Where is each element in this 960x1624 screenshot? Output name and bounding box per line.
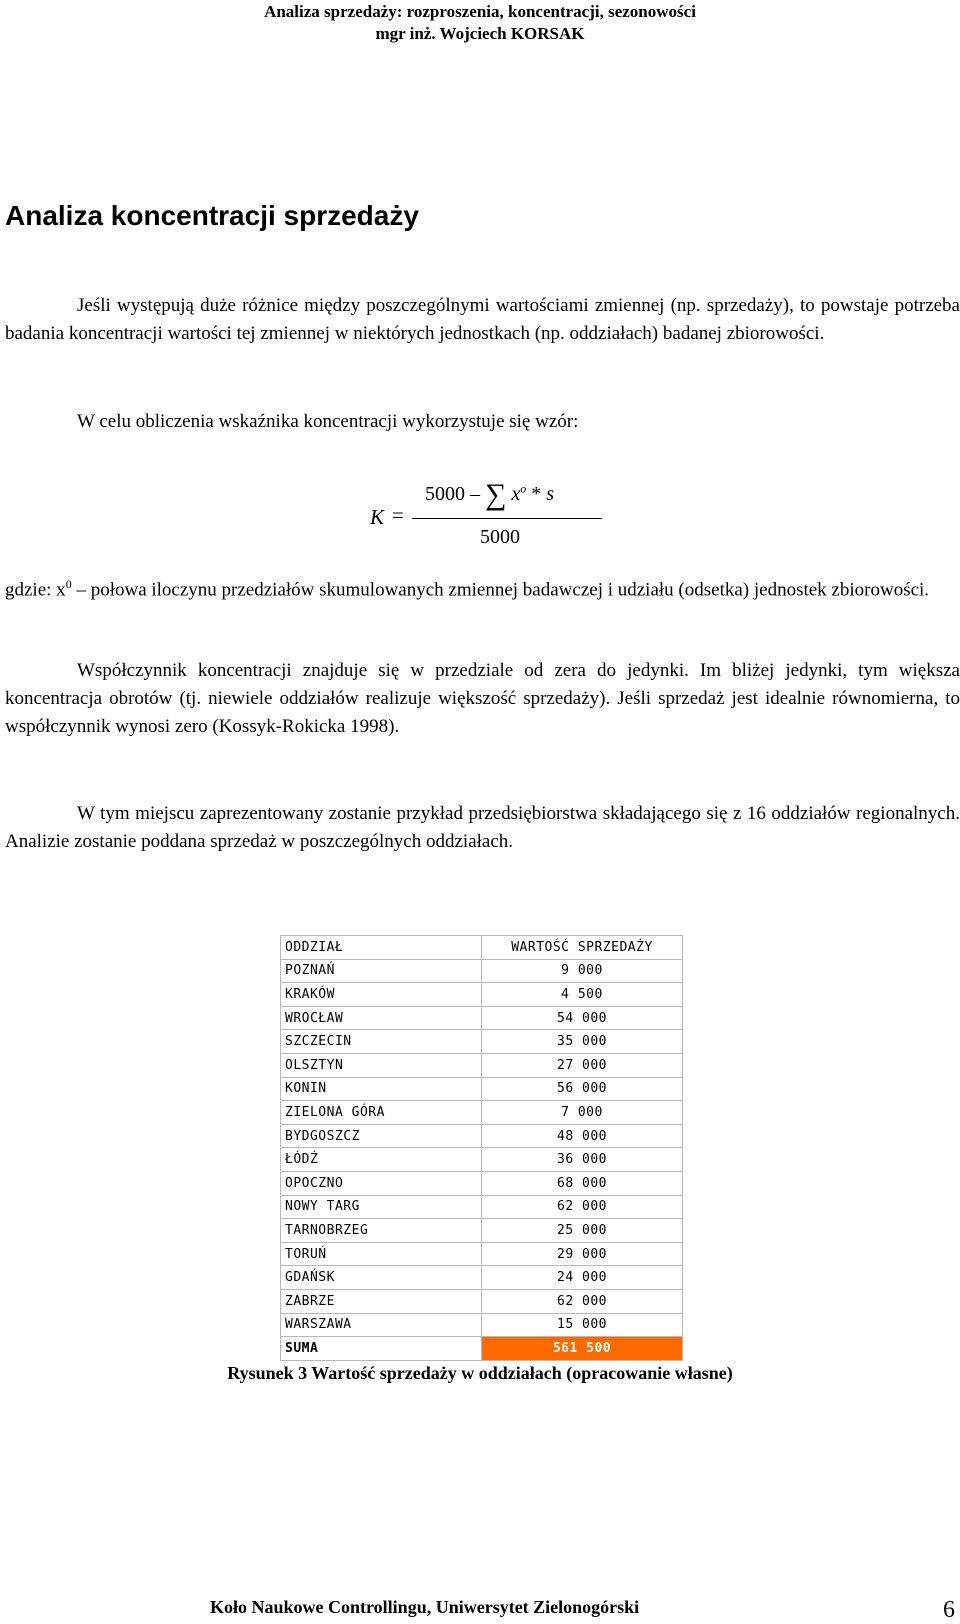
paragraph-where: [5, 570, 960, 604]
formula-equals: =: [392, 503, 404, 527]
sales-value: 35 000: [482, 1030, 683, 1054]
table-row: [281, 1289, 683, 1313]
branch-name: KRAKÓW: [281, 983, 482, 1007]
branch-name: TORUŃ: [281, 1242, 482, 1266]
where-prefix: gdzie: x: [5, 579, 66, 601]
page-number: 6: [943, 1597, 955, 1623]
formula-s: s: [546, 483, 555, 505]
sales-value: 29 000: [482, 1242, 683, 1266]
formula-num-constant: 5000: [425, 483, 465, 505]
sales-value: 48 000: [482, 1124, 683, 1148]
formula-times: *: [531, 483, 542, 505]
paragraph-coefficient-text: Współczynnik koncentracji znajduje się w przedziale od zera do jedynki. Im bliżej jedynki, tym większa koncentracja obrotów (tj. niewiele oddziałów realizuje większość sprzedaży). Jeśli sprzedaż jest idealnie równomierna, to współczynnik wynosi zero (Kossyk-Rokicka 1998).: [5, 660, 960, 737]
branch-name: GDAŃSK: [281, 1266, 482, 1290]
page-footer: Koło Naukowe Controllingu, Uniwersytet Zielonogórski: [210, 1597, 640, 1617]
fraction-bar: [412, 518, 602, 519]
sales-value: 36 000: [482, 1148, 683, 1172]
sales-value: 7 000: [482, 1101, 683, 1125]
sales-value: 54 000: [482, 1006, 683, 1030]
table-row: [281, 1030, 683, 1054]
column-header-sales-value: WARTOŚĆ SPRZEDAŻY: [482, 936, 683, 960]
section-title: Analiza koncentracji sprzedaży: [5, 200, 419, 231]
sales-value: 27 000: [482, 1053, 683, 1077]
branch-name: KONIN: [281, 1077, 482, 1101]
branch-name: WROCŁAW: [281, 1006, 482, 1030]
branch-name: BYDGOSZCZ: [281, 1124, 482, 1148]
sales-value: 68 000: [482, 1171, 683, 1195]
paragraph-intro: [5, 292, 960, 348]
formula-denominator: 5000: [480, 526, 520, 548]
sales-value: 9 000: [482, 959, 683, 983]
sum-label: SUMA: [281, 1337, 482, 1361]
formula-numerator: [425, 474, 555, 511]
concentration-formula: [370, 474, 610, 554]
table-row: [281, 959, 683, 983]
where-sup: 0: [65, 577, 72, 591]
table-row: [281, 1195, 683, 1219]
branch-name: WARSZAWA: [281, 1313, 482, 1337]
formula-minus: –: [470, 483, 480, 505]
branch-name: ZIELONA GÓRA: [281, 1101, 482, 1125]
table-header-row: [281, 936, 683, 960]
column-header-branch: ODDZIAŁ: [281, 936, 482, 960]
paragraph-coefficient: [5, 657, 960, 741]
paragraph-formula-lead-text: W celu obliczenia wskaźnika koncentracji wykorzystuje się wzór:: [77, 411, 579, 432]
branch-name: POZNAŃ: [281, 959, 482, 983]
table-sum-row: [281, 1337, 683, 1361]
table-row: [281, 1148, 683, 1172]
table-row: [281, 983, 683, 1007]
sales-value: 62 000: [482, 1289, 683, 1313]
sigma-icon: ∑: [485, 478, 507, 511]
sales-table: [280, 935, 683, 1361]
branch-name: OLSZTYN: [281, 1053, 482, 1077]
branch-name: ZABRZE: [281, 1289, 482, 1313]
branch-name: TARNOBRZEG: [281, 1219, 482, 1243]
table-row: [281, 1124, 683, 1148]
paragraph-example: [5, 800, 960, 856]
sales-value: 25 000: [482, 1219, 683, 1243]
table-row: [281, 1313, 683, 1337]
table-row: [281, 1266, 683, 1290]
sales-value: 4 500: [482, 983, 683, 1007]
table-row: [281, 1101, 683, 1125]
table-row: [281, 1171, 683, 1195]
sales-value: 62 000: [482, 1195, 683, 1219]
formula-x-sup: o: [520, 481, 527, 496]
sales-value: 56 000: [482, 1077, 683, 1101]
where-rest: – połowa iloczynu przedziałów skumulowanych zmiennej badawczej i udziału (odsetka) jednostek zbiorowości.: [71, 579, 930, 601]
branch-name: ŁÓDŹ: [281, 1148, 482, 1172]
sales-value: 24 000: [482, 1266, 683, 1290]
table-row: [281, 1006, 683, 1030]
paragraph-example-text: W tym miejscu zaprezentowany zostanie przykład przedsiębiorstwa składającego się z 16 oddziałów regionalnych. Analizie zostanie poddana sprzedaż w poszczególnych oddziałach.: [5, 803, 960, 852]
branch-name: SZCZECIN: [281, 1030, 482, 1054]
sales-value: 15 000: [482, 1313, 683, 1337]
sum-value: 561 500: [482, 1337, 683, 1361]
table-row: [281, 1077, 683, 1101]
table-row: [281, 1219, 683, 1243]
branch-name: NOWY TARG: [281, 1195, 482, 1219]
running-header-title: Analiza sprzedaży: rozproszenia, koncentracji, sezonowości: [264, 2, 696, 21]
formula-x: x: [511, 483, 521, 505]
table-row: [281, 1053, 683, 1077]
paragraph-formula-lead: [5, 408, 960, 436]
running-header-author: mgr inż. Wojciech KORSAK: [375, 24, 585, 43]
paragraph-intro-text: Jeśli występują duże różnice między poszczególnymi wartościami zmiennej (np. sprzedaży), to powstaje potrzeba badania koncentracji wartości tej zmiennej w niektórych jednostkach (np. oddziałach) badanej zbiorowości.: [5, 295, 960, 344]
table-row: [281, 1242, 683, 1266]
branch-name: OPOCZNO: [281, 1171, 482, 1195]
figure-caption: Rysunek 3 Wartość sprzedaży w oddziałach (opracowanie własne): [227, 1363, 733, 1383]
formula-lhs: K: [370, 505, 385, 529]
